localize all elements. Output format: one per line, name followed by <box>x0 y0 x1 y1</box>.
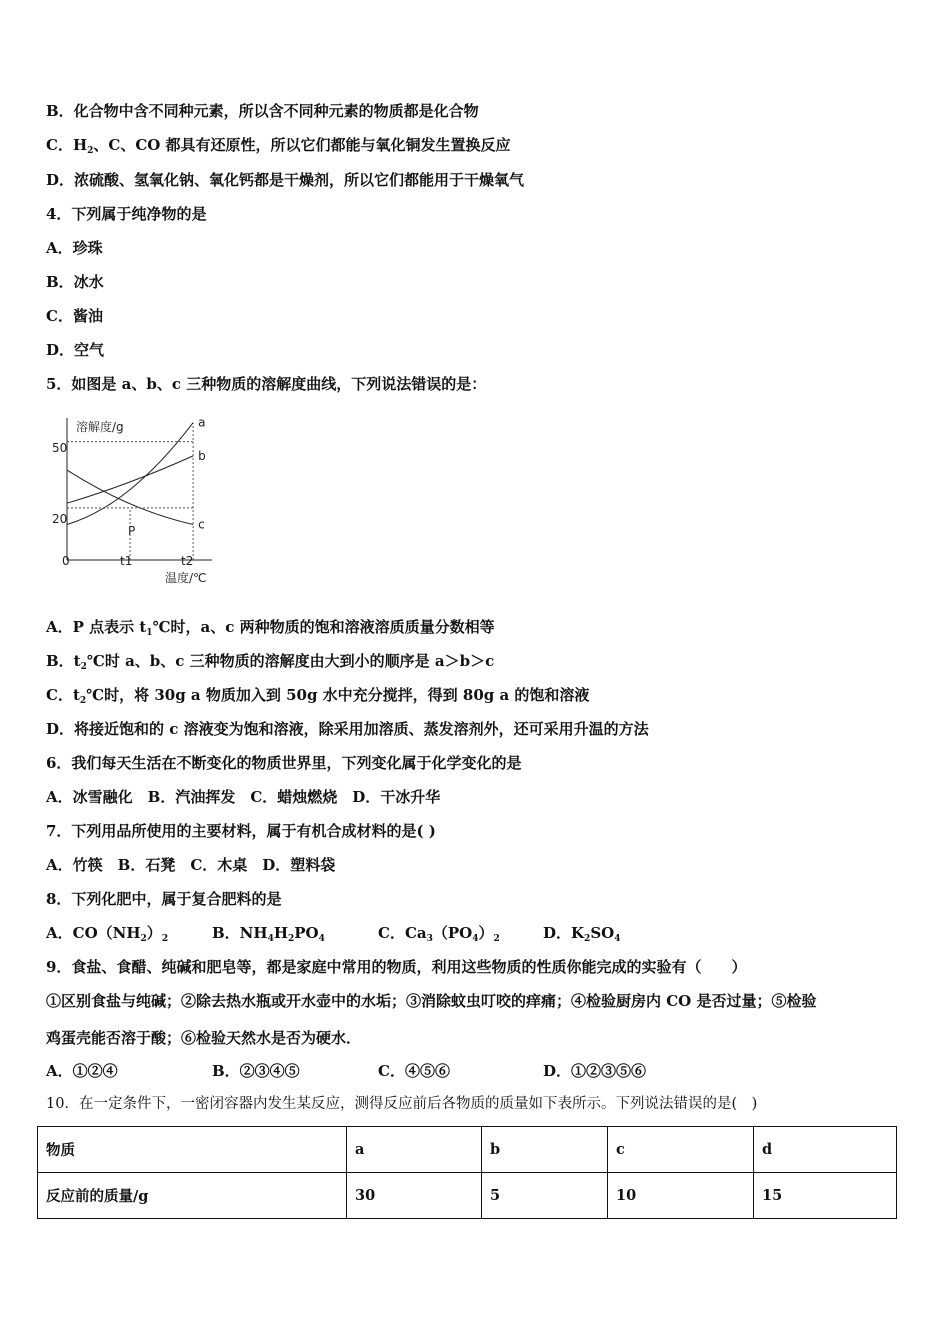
q10-stem: 10．在一定条件下，一密闭容器内发生某反应，测得反应前后各物质的质量如下表所示。下列说法错误的是( ) <box>46 1096 758 1112</box>
solubility-chart <box>40 410 220 590</box>
q5-option-b: B．$t_2℃$时 a、b、c 三种物质的溶解度由大到小的顺序是 a＞b＞c <box>46 652 495 672</box>
table-header-row <box>38 1127 897 1173</box>
q9-stem: 9．食盐、食醋、纯碱和肥皂等，都是家庭中常用的物质，利用这些物质的性质你能完成的实验有（ ） <box>46 958 747 976</box>
x-axis-label: 温度/℃ <box>165 571 207 585</box>
q3-option-c: C．$H_2$、C、CO 都具有还原性，所以它们都能与氧化铜发生置换反应 <box>46 136 511 156</box>
q6-options: A．冰雪融化 B．汽油挥发 C．蜡烛燃烧 D．干冰升华 <box>46 788 441 806</box>
q4-option-b: B．冰水 <box>46 273 104 291</box>
q4-stem: 4．下列属于纯净物的是 <box>46 205 207 223</box>
y-tick-50: 50 <box>52 441 68 455</box>
q9-option-d: D．①②③⑤⑥ <box>543 1062 647 1080</box>
series-label-c: c <box>198 517 205 532</box>
q8-stem: 8．下列化肥中，属于复合肥料的是 <box>46 890 282 908</box>
q8-option-d: D．$K_2SO_4$ <box>543 924 621 944</box>
series-label-a: a <box>198 415 206 430</box>
q7-options: A．竹筷 B．石凳 C．木桌 D．塑料袋 <box>46 856 336 874</box>
q4-option-a: A．珍珠 <box>46 239 103 257</box>
curve-b <box>67 456 193 503</box>
q9-option-a: A．①②④ <box>46 1062 118 1080</box>
q5-stem: 5．如图是 a、b、c 三种物质的溶解度曲线，下列说法错误的是： <box>46 375 487 393</box>
curve-a <box>67 423 193 525</box>
q5-option-c: C．$t_2℃$时，将 30g a 物质加入到 50g 水中充分搅拌，得到 80g a 的饱和溶液 <box>46 686 590 706</box>
table-cell: a <box>347 1127 482 1173</box>
q5-option-a: A．P 点表示 $t_1℃$时，a、c 两种物质的饱和溶液溶质质量分数相等 <box>46 618 495 638</box>
table-cell: c <box>608 1127 754 1173</box>
x-tick-t2: t2 <box>181 554 194 568</box>
q8-option-a: A．$CO(NH_2)_2$ <box>46 924 169 944</box>
table-cell: b <box>482 1127 608 1173</box>
y-tick-20: 20 <box>52 512 68 526</box>
q8-option-b: B．$NH_4H_2PO_4$ <box>212 924 325 944</box>
q6-stem: 6．我们每天生活在不断变化的物质世界里，下列变化属于化学变化的是 <box>46 754 522 772</box>
q9-option-b: B．②③④⑤ <box>212 1062 300 1080</box>
q3-option-d: D．浓硫酸、氢氧化钠、氧化钙都是干燥剂，所以它们都能用于干燥氧气 <box>46 171 525 189</box>
q7-stem: 7．下列用品所使用的主要材料，属于有机合成材料的是( ) <box>46 822 436 840</box>
series-label-b: b <box>198 448 206 463</box>
q9-body-line2: 鸡蛋壳能否溶于酸；⑥检验天然水是否为硬水． <box>46 1029 362 1047</box>
table-cell: d <box>754 1127 897 1173</box>
table-row <box>38 1173 897 1219</box>
table-cell: 10 <box>608 1173 754 1219</box>
table-cell: 15 <box>754 1173 897 1219</box>
q8-option-c: C．$Ca_3(PO_4)_2$ <box>378 924 500 944</box>
q5-option-d: D．将接近饱和的 c 溶液变为饱和溶液，除采用加溶质、蒸发溶剂外，还可采用升温的方法 <box>46 720 649 738</box>
x-tick-origin: 0 <box>62 554 70 568</box>
table-cell: 物质 <box>38 1127 347 1173</box>
table-cell: 5 <box>482 1173 608 1219</box>
q4-option-c: C．酱油 <box>46 307 103 325</box>
table-cell: 30 <box>347 1173 482 1219</box>
q4-option-d: D．空气 <box>46 341 105 359</box>
q9-body-line1: ①区别食盐与纯碱；②除去热水瓶或开水壶中的水垢；③消除蚊虫叮咬的痒痛；④检验厨房内 CO 是否过量；⑤检验 <box>46 992 817 1010</box>
mass-table <box>37 1126 897 1219</box>
q9-option-c: C．④⑤⑥ <box>378 1062 450 1080</box>
table-cell: 反应前的质量/g <box>38 1173 347 1219</box>
q3-option-b: B．化合物中含不同种元素，所以含不同种元素的物质都是化合物 <box>46 102 479 120</box>
y-axis-label: 溶解度/g <box>76 420 124 434</box>
x-tick-t1: t1 <box>120 554 133 568</box>
point-p-label: P <box>128 524 136 538</box>
